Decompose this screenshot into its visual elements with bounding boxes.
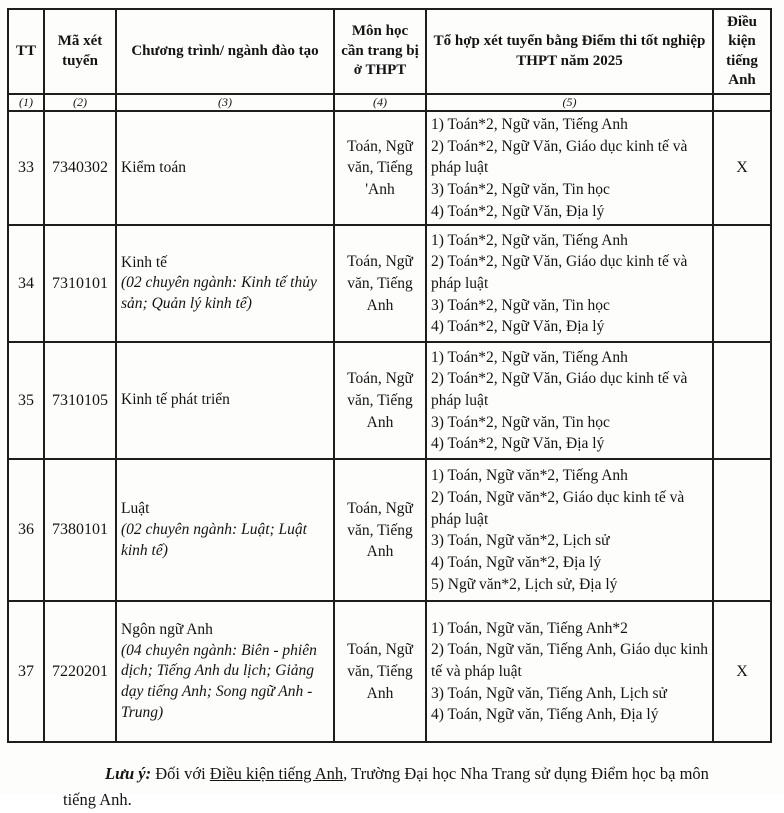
row-subjects: Toán, Ngữ văn, Tiếng Anh [334,225,426,342]
table-row [8,601,771,742]
row-subjects: Toán, Ngữ văn, Tiếng Anh [334,342,426,459]
row-tt: 36 [8,459,44,601]
combination-line: 4) Toán, Ngữ văn*2, Địa lý [431,552,708,574]
combination-line: 1) Toán, Ngữ văn, Tiếng Anh*2 [431,618,708,640]
row-english-condition [713,225,771,342]
row-code: 7310101 [44,225,116,342]
row-english-condition: X [713,111,771,225]
row-english-condition [713,342,771,459]
col-header-english-condition: Điều kiện tiếng Anh [713,9,771,94]
column-number-row [8,94,771,111]
combination-line: 1) Toán, Ngữ văn*2, Tiếng Anh [431,465,708,487]
table-row [8,342,771,459]
col-header-tt: TT [8,9,44,94]
header-row [8,9,771,94]
table-row [8,459,771,601]
program-name: Kinh tế [121,253,329,274]
row-subjects: Toán, Ngữ văn, Tiếng 'Anh [334,111,426,225]
program-name: Kiểm toán [121,158,329,179]
footnote-text-before: Đối với [151,764,210,783]
combination-line: 3) Toán*2, Ngữ văn, Tin học [431,179,708,201]
row-tt: 35 [8,342,44,459]
row-combinations [426,601,713,742]
program-name: Kinh tế phát triển [121,390,329,411]
row-combinations [426,342,713,459]
program-detail: (04 chuyên ngành: Biên - phiên dịch; Tiếng Anh du lịch; Giảng dạy tiếng Anh; Song ngữ Anh - Trung) [121,641,329,725]
program-name: Luật [121,499,329,520]
col-number-5: (5) [426,94,713,111]
row-program [116,459,334,601]
row-subjects: Toán, Ngữ văn, Tiếng Anh [334,459,426,601]
row-program [116,111,334,225]
row-code: 7310105 [44,342,116,459]
combination-line: 2) Toán, Ngữ văn, Tiếng Anh, Giáo dục kinh tế và pháp luật [431,639,708,682]
combination-line: 1) Toán*2, Ngữ văn, Tiếng Anh [431,347,708,369]
combination-line: 4) Toán*2, Ngữ Văn, Địa lý [431,433,708,455]
combination-line: 2) Toán*2, Ngữ Văn, Giáo dục kinh tế và pháp luật [431,368,708,411]
row-code: 7220201 [44,601,116,742]
footnote-label: Lưu ý: [105,764,151,783]
combination-line: 4) Toán*2, Ngữ Văn, Địa lý [431,316,708,338]
combination-line: 3) Toán*2, Ngữ văn, Tin học [431,295,708,317]
row-english-condition [713,459,771,601]
footnote-text-after: , Trường Đại học Nha Trang sử dụng Điểm học bạ môn tiếng Anh. [63,764,709,809]
col-header-combinations: Tổ hợp xét tuyển bằng Điểm thi tốt nghiệp THPT năm 2025 [426,9,713,94]
col-number-1: (1) [8,94,44,111]
row-program [116,342,334,459]
combination-line: 4) Toán, Ngữ văn, Tiếng Anh, Địa lý [431,704,708,726]
table-row [8,111,771,225]
combination-line: 3) Toán*2, Ngữ văn, Tin học [431,412,708,434]
combination-line: 3) Toán, Ngữ văn*2, Lịch sử [431,530,708,552]
combination-line: 4) Toán*2, Ngữ Văn, Địa lý [431,201,708,223]
row-tt: 34 [8,225,44,342]
row-program [116,601,334,742]
row-english-condition: X [713,601,771,742]
program-name: Ngôn ngữ Anh [121,620,329,641]
row-combinations [426,225,713,342]
row-combinations [426,111,713,225]
row-code: 7380101 [44,459,116,601]
col-header-program: Chương trình/ ngành đào tạo [116,9,334,94]
combination-line: 1) Toán*2, Ngữ văn, Tiếng Anh [431,230,708,252]
col-header-subjects: Môn học cần trang bị ở THPT [334,9,426,94]
col-number-6 [713,94,771,111]
row-subjects: Toán, Ngữ văn, Tiếng Anh [334,601,426,742]
col-header-code: Mã xét tuyển [44,9,116,94]
row-program [116,225,334,342]
row-combinations [426,459,713,601]
combination-line: 3) Toán, Ngữ văn, Tiếng Anh, Lịch sử [431,683,708,705]
col-number-4: (4) [334,94,426,111]
admissions-table [7,8,772,743]
col-number-2: (2) [44,94,116,111]
combination-line: 2) Toán*2, Ngữ Văn, Giáo dục kinh tế và pháp luật [431,251,708,294]
combination-line: 2) Toán*2, Ngữ Văn, Giáo dục kinh tế và pháp luật [431,136,708,179]
program-detail: (02 chuyên ngành: Luật; Luật kinh tế) [121,520,329,562]
row-tt: 37 [8,601,44,742]
combination-line: 2) Toán, Ngữ văn*2, Giáo dục kinh tế và pháp luật [431,487,708,530]
table-row [8,225,771,342]
combination-line: 1) Toán*2, Ngữ văn, Tiếng Anh [431,114,708,136]
col-number-3: (3) [116,94,334,111]
combination-line: 5) Ngữ văn*2, Lịch sử, Địa lý [431,574,708,596]
footnote [63,761,725,813]
footnote-underlined-term: Điều kiện tiếng Anh [210,764,343,783]
row-tt: 33 [8,111,44,225]
program-detail: (02 chuyên ngành: Kinh tế thủy sản; Quản lý kinh tế) [121,273,329,315]
row-code: 7340302 [44,111,116,225]
